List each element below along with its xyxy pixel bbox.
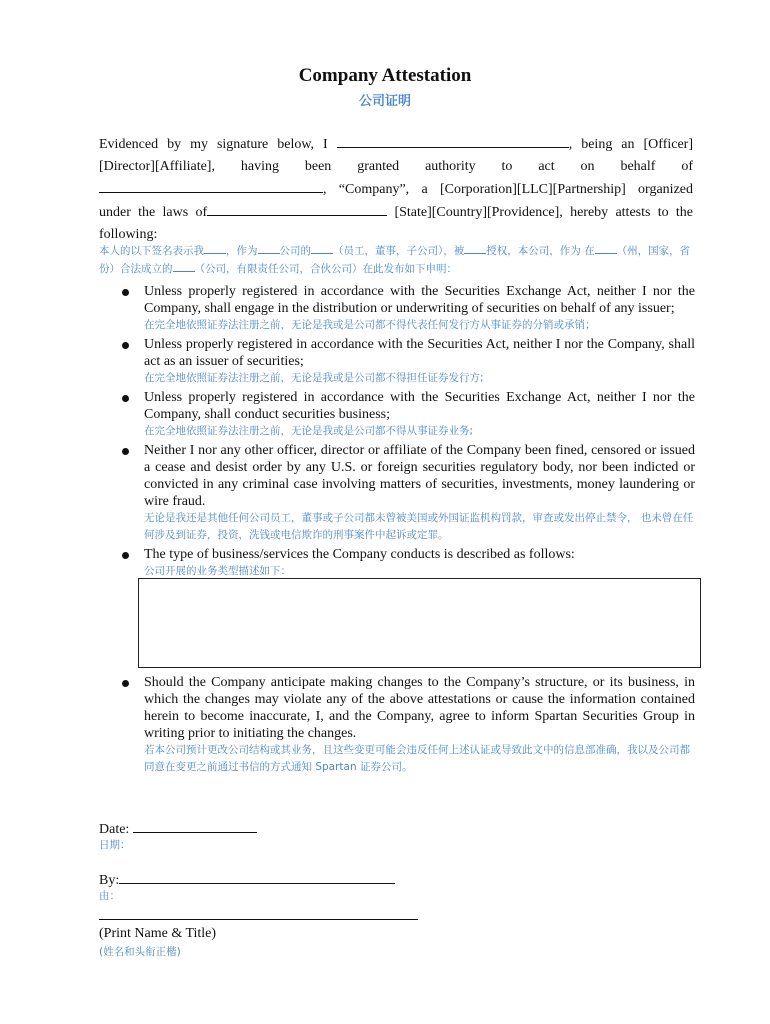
by-label-cn: 由：	[99, 890, 120, 902]
item-text-cn: 在完全地依照证券法注册之前，无论是我或是公司都不得代表任何发行方从事证券的分销或承销；	[144, 319, 596, 331]
intro-cn-2: ，作为	[226, 245, 258, 257]
print-name-label: (Print Name & Title)	[99, 926, 217, 941]
intro-cn-6: （州，国家，省份）合法成立的	[99, 245, 691, 275]
business-description-box[interactable]	[138, 578, 701, 668]
intro-cn-1: 本人的以下签名表示我	[99, 245, 204, 257]
intro-paragraph-cn	[99, 242, 695, 278]
intro-cn-3: 公司的	[279, 245, 311, 257]
company-blank-field[interactable]	[99, 178, 323, 193]
intro-cn-7: （公司，有限责任公司，合伙公司）在此发布如下申明：	[194, 263, 457, 275]
bullet-icon	[122, 289, 129, 296]
cn-blank	[464, 242, 486, 254]
list-item	[122, 283, 695, 334]
intro-text-4: [State][Country][Providence], hereby attests to the following:	[99, 205, 693, 242]
item-text-cn: 在完全地依照证券法注册之前，无论是我或是公司都不得从事证券业务;	[144, 425, 474, 437]
bullet-icon	[122, 448, 129, 455]
item-text: Unless properly registered in accordance with the Securities Act, neither I nor the Company, shall act as an issuer of securities;	[144, 337, 695, 369]
bullet-icon	[122, 680, 129, 687]
list-item	[122, 674, 695, 776]
intro-text-3: , “Company”, a [Corporation][LLC][Partnership] organized under the laws of	[99, 182, 693, 220]
bullet-icon	[122, 552, 129, 559]
document-title-cn: 公司证明	[358, 94, 411, 109]
document-title: Company Attestation	[298, 65, 472, 86]
list-item	[122, 442, 695, 544]
bullet-icon	[122, 342, 129, 349]
cn-blank	[311, 242, 333, 254]
item-text: Should the Company anticipate making changes to the Company’s structure, or its business, in which the changes may violate any of the above attestations or cause the information contained herein to become inaccurate, I, and the Company, agree to inform Spartan Securities Group in writing prior to initiating the changes.	[144, 675, 695, 741]
date-line	[99, 818, 257, 839]
item-text-cn: 在完全地依照证券法注册之前，无论是我或是公司都不得担任证券发行方;	[144, 372, 484, 384]
list-item	[122, 336, 695, 387]
list-item	[122, 389, 695, 440]
date-field[interactable]	[133, 818, 257, 833]
signature-field[interactable]	[119, 869, 395, 884]
date-label-cn: 日期：	[99, 839, 131, 851]
name-blank-field[interactable]	[337, 133, 569, 148]
item-text: Neither I nor any other officer, director or affiliate of the Company been fined, censored or issued a cease and desist order by any U.S. or foreign securities regulatory body, nor been indicted or convicted in any criminal case involving matters of securities, investments, money laundering or wire fraud.	[144, 443, 695, 509]
cn-blank	[595, 242, 617, 254]
intro-cn-4: （员工，董事，子公司），被	[333, 245, 465, 257]
attestation-list-final	[122, 674, 695, 776]
intro-paragraph	[99, 133, 693, 246]
item-text-cn: 若本公司预计更改公司结构或其业务，且这些变更可能会违反任何上述认证或导致此文中的信息部准确，我以及公司都同意在变更之前通过书信的方式通知 Spartan 证券公司。	[144, 744, 690, 773]
intro-cn-5: 授权，本公司，作为 在	[486, 245, 595, 257]
print-name-label-cn: (姓名和头衔正楷)	[99, 946, 181, 958]
cn-blank	[204, 242, 226, 254]
cn-blank	[258, 242, 280, 254]
list-item	[122, 546, 695, 580]
item-text-cn: 公司开展的业务类型描述如下：	[144, 565, 291, 577]
intro-text-2: , being an [Officer][Director][Affiliate], having been granted authority to act on behalf of	[99, 137, 693, 174]
date-label: Date:	[99, 822, 130, 837]
attestation-list	[122, 283, 695, 582]
intro-text-1: Evidenced by my signature below, I	[99, 137, 328, 152]
print-name-field[interactable]	[99, 919, 418, 920]
bullet-icon	[122, 395, 129, 402]
item-text: The type of business/services the Company conducts is described as follows:	[144, 547, 575, 562]
item-text-cn: 无论是我还是其他任何公司员工，董事或子公司都未曾被美国或外国证监机构罚款，审查或发出停止禁令， 也未曾在任何涉及到证券，投资，洗钱或电信欺诈的刑事案件中起诉或定罪。	[144, 512, 694, 541]
jurisdiction-blank-field[interactable]	[207, 201, 387, 216]
by-label: By:	[99, 873, 120, 888]
cn-blank	[173, 260, 195, 272]
by-line	[99, 869, 395, 890]
item-text: Unless properly registered in accordance with the Securities Exchange Act, neither I nor the Company, shall conduct securities business;	[144, 390, 695, 422]
item-text: Unless properly registered in accordance with the Securities Exchange Act, neither I nor the Company, shall engage in the distribution or underwriting of securities on behalf of any issuer;	[144, 284, 695, 316]
